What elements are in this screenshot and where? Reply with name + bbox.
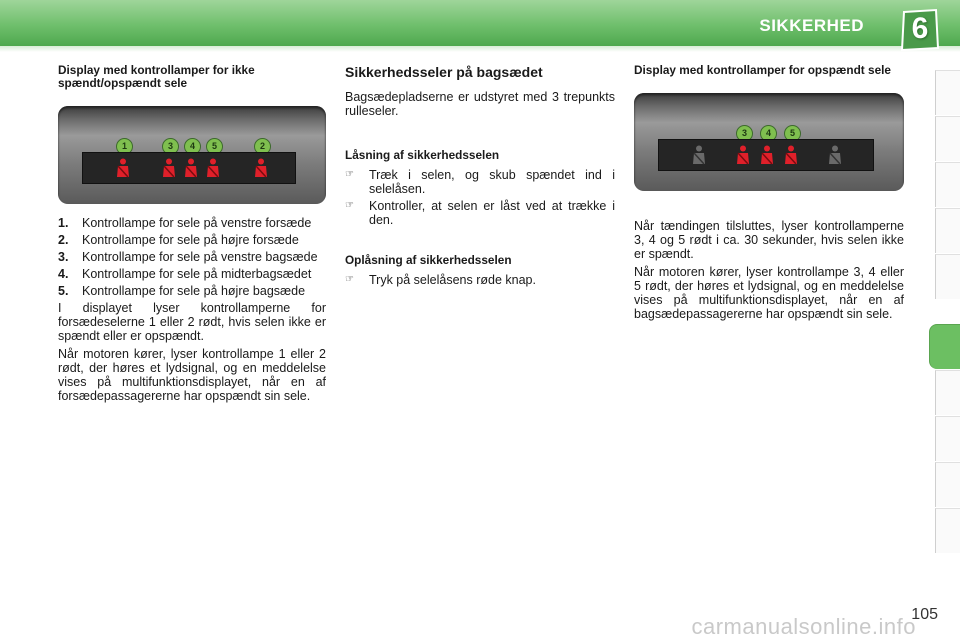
- rear-display-heading: Display med kontrollamper for opspændt sele: [634, 63, 891, 77]
- column-rear-belts: [345, 64, 615, 290]
- header-shadow: [0, 46, 960, 52]
- list-text: Kontrollampe for sele på venstre bagsæde: [82, 250, 318, 264]
- rear-display-panel: [634, 93, 904, 191]
- seatbelt-red-icon: [254, 158, 268, 178]
- pointer-icon: ☞: [345, 169, 354, 180]
- panel-label-4: 4: [184, 138, 201, 155]
- list-text: Kontroller, at selen er låst ved at trække i den.: [369, 199, 615, 227]
- list-number: 2.: [58, 233, 69, 247]
- chapter-tab[interactable]: [935, 370, 960, 415]
- lock-steps: [345, 168, 615, 227]
- list-item: [345, 168, 615, 196]
- list-number: 1.: [58, 216, 69, 230]
- list-text: Kontrollampe for sele på højre forsæde: [82, 233, 299, 247]
- watermark: carmanualsonline.info: [691, 614, 916, 639]
- panel-label-5: 5: [784, 125, 801, 142]
- seatbelt-red-icon: [184, 158, 198, 178]
- panel-label-3: 3: [736, 125, 753, 142]
- seatbelt-red-icon: [116, 158, 130, 178]
- seatbelt-red-icon: [736, 145, 750, 165]
- list-item: [345, 273, 615, 287]
- column-front-display: [58, 64, 326, 403]
- chapter-tab[interactable]: [935, 162, 960, 207]
- chapter-tab[interactable]: [935, 416, 960, 461]
- list-text: Kontrollampe for sele på højre bagsæde: [82, 284, 306, 298]
- rear-paragraph-1: Når tændingen tilsluttes, lyser kontrollamperne 3, 4 og 5 rødt i ca. 30 sekunder, hvis selen ikke er spændt.: [634, 219, 904, 261]
- list-text: Træk i selen, og skub spændet ind i selelåsen.: [369, 168, 615, 196]
- front-paragraph-2: Når motoren kører, lyser kontrollampe 1 eller 2 rødt, der høres et lydsignal, og en meddelelse vises på multifunktionsdisplayet, når en af forsædepassagererne har opspændt sin sele.: [58, 347, 326, 403]
- panel-label-1: 1: [116, 138, 133, 155]
- front-display-panel: [58, 106, 326, 204]
- list-text: Kontrollampe for sele på venstre forsæde: [82, 216, 312, 230]
- chapter-tab[interactable]: [935, 508, 960, 553]
- seatbelt-grey-icon: [828, 145, 842, 165]
- page-number: 105: [911, 606, 938, 623]
- unlock-heading: Oplåsning af sikkerhedsselen: [345, 253, 512, 267]
- section-title: SIKKERHED: [759, 16, 864, 35]
- chapter-tab[interactable]: [935, 462, 960, 507]
- seatbelt-red-icon: [760, 145, 774, 165]
- rear-paragraph-2: Når motoren kører, lyser kontrollampe 3, 4 eller 5 rødt, der høres et lydsignal, og en meddelelse vises på multifunktionsdisplayet, når en af bagsædepassagererne har opspændt sin sele.: [634, 265, 904, 321]
- rear-belts-title: Sikkerhedsseler på bagsædet: [345, 64, 543, 80]
- pointer-icon: ☞: [345, 274, 354, 285]
- front-paragraph-1: I displayet lyser kontrollamperne for forsædeselerne 1 eller 2 rødt, hvis selen ikke er spændt eller er opspændt.: [58, 301, 326, 343]
- list-text: Kontrollampe for sele på midterbagsædet: [82, 267, 312, 281]
- list-number: 4.: [58, 267, 69, 281]
- rear-belts-intro: Bagsædepladserne er udstyret med 3 trepunkts rulleseler.: [345, 90, 615, 118]
- list-item: [58, 250, 326, 264]
- chapter-tab[interactable]: [935, 116, 960, 161]
- panel-label-2: 2: [254, 138, 271, 155]
- list-text: Tryk på selelåsens røde knap.: [369, 273, 536, 287]
- list-number: 3.: [58, 250, 69, 264]
- list-item: [58, 216, 326, 230]
- front-display-heading: Display med kontrollamper for ikke spændt/opspændt sele: [58, 63, 255, 90]
- list-item: [58, 267, 326, 281]
- seatbelt-red-icon: [162, 158, 176, 178]
- panel-label-4: 4: [760, 125, 777, 142]
- pointer-icon: ☞: [345, 200, 354, 211]
- chapter-tabs: [930, 70, 960, 575]
- chapter-tab[interactable]: [935, 208, 960, 253]
- list-item: [345, 199, 615, 227]
- unlock-steps: [345, 273, 615, 287]
- chapter-number: 6: [911, 12, 929, 45]
- chapter-tab[interactable]: [935, 70, 960, 115]
- panel-label-5: 5: [206, 138, 223, 155]
- list-item: [58, 233, 326, 247]
- lock-heading: Låsning af sikkerhedsselen: [345, 148, 500, 162]
- seatbelt-red-icon: [784, 145, 798, 165]
- list-number: 5.: [58, 284, 69, 298]
- seatbelt-red-icon: [206, 158, 220, 178]
- panel-label-3: 3: [162, 138, 179, 155]
- list-item: [58, 284, 326, 298]
- column-rear-display: [634, 64, 904, 321]
- seatbelt-grey-icon: [692, 145, 706, 165]
- chapter-tab-active[interactable]: [929, 324, 960, 369]
- lamp-list: [58, 216, 326, 298]
- chapter-tab[interactable]: [935, 254, 960, 299]
